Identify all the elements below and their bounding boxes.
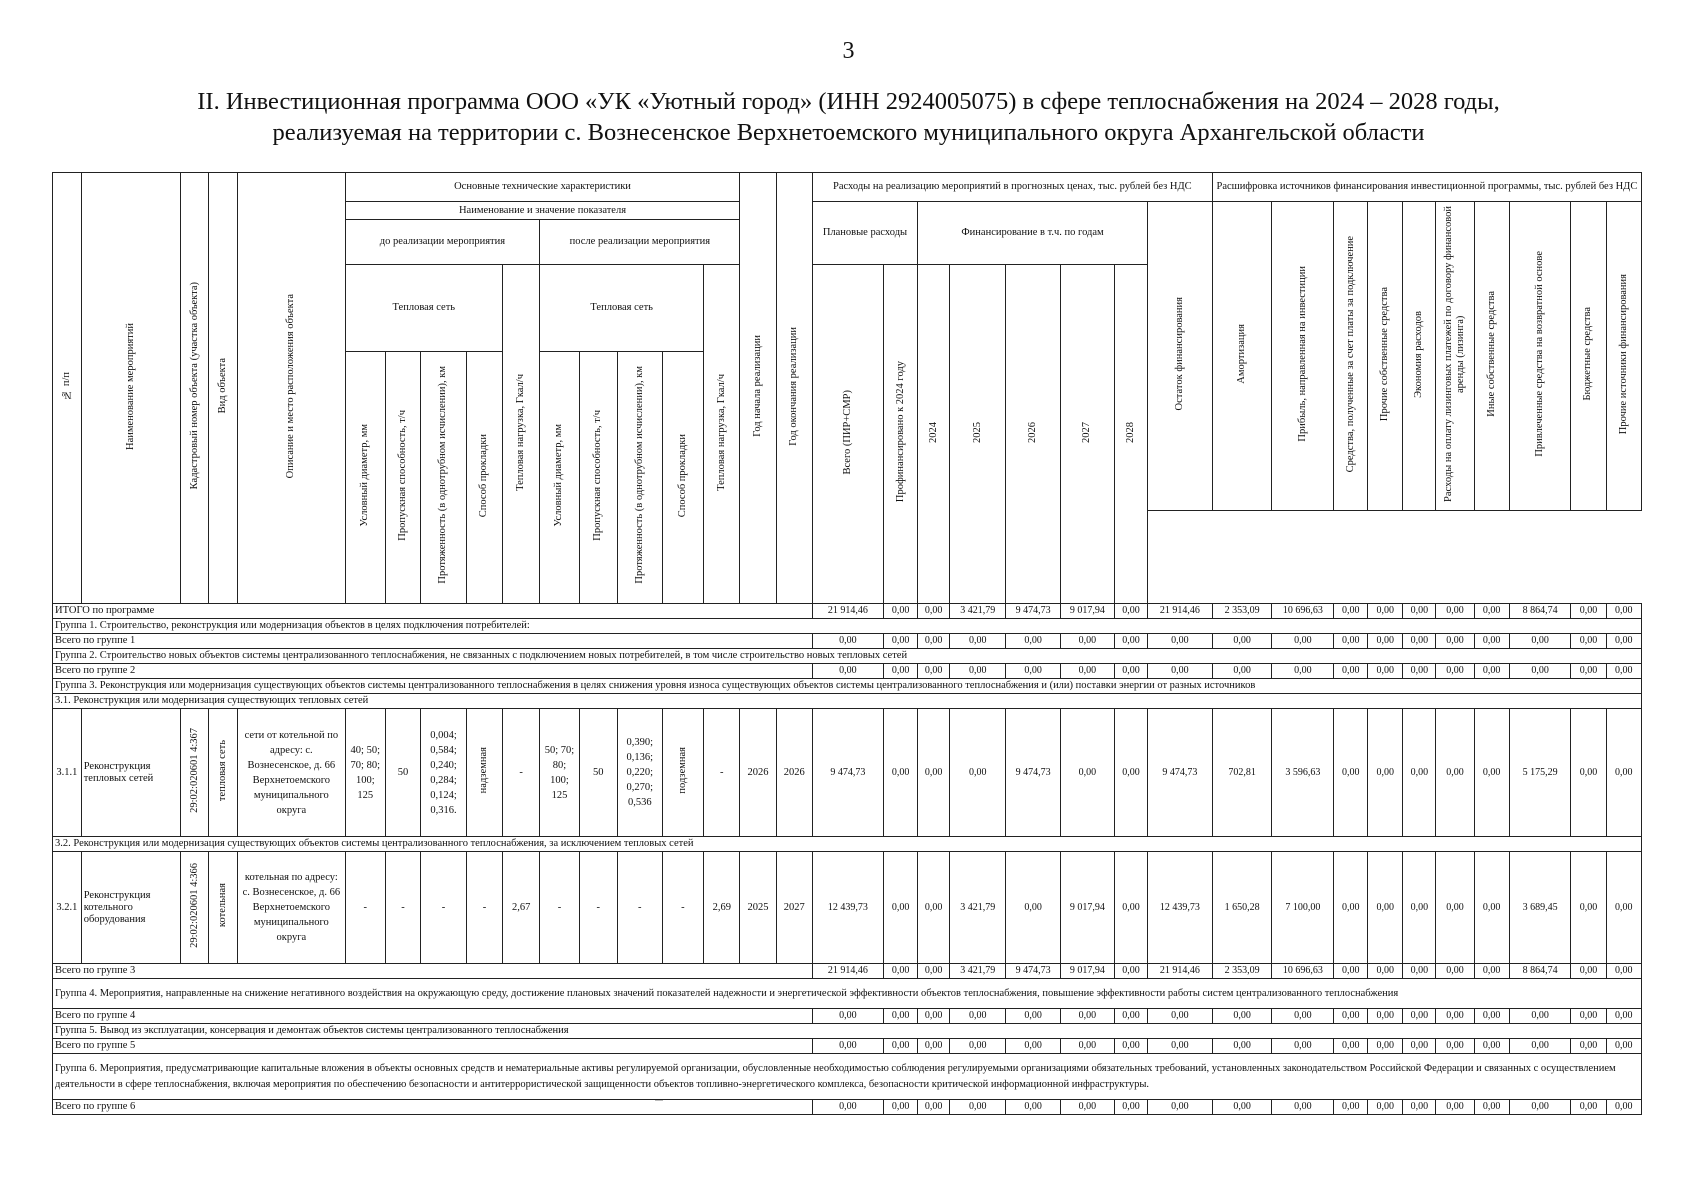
cell: 0,00 xyxy=(884,1009,918,1024)
cell: 0,00 xyxy=(1474,664,1509,679)
cell: 5 175,29 xyxy=(1509,709,1571,837)
cell: 0,00 xyxy=(1006,664,1060,679)
cell: 0,00 xyxy=(1571,634,1606,649)
cell: 0,00 xyxy=(1334,634,1368,649)
group-4-heading-row xyxy=(53,979,1642,1009)
item-load-before: - xyxy=(503,709,540,837)
cell: 0,00 xyxy=(1334,1039,1368,1054)
cell: 0,00 xyxy=(1368,964,1403,979)
cell: 0,00 xyxy=(1147,1009,1212,1024)
item-year-start: 2025 xyxy=(740,852,776,964)
cell: 8 864,74 xyxy=(1509,604,1571,619)
header-year-2024: 2024 xyxy=(918,265,950,604)
header-total-pir: Всего (ПИР+СМР) xyxy=(812,265,883,604)
cell: 0,00 xyxy=(1368,1009,1403,1024)
cell: 0,00 xyxy=(1474,1100,1509,1115)
row-label: Всего по группе 4 xyxy=(53,1009,813,1024)
header-other-sources: Прочие источники финансирования xyxy=(1606,202,1641,511)
cell: 0,00 xyxy=(884,964,918,979)
cell: 0,00 xyxy=(1114,634,1147,649)
item-name: Реконструкция тепловых сетей xyxy=(81,709,180,837)
cell: 0,00 xyxy=(918,664,950,679)
item-load-before: 2,67 xyxy=(503,852,540,964)
cell: 0,00 xyxy=(1114,964,1147,979)
cell: 0,00 xyxy=(1060,664,1114,679)
cell: 0,00 xyxy=(1334,1100,1368,1115)
item-obj-type: котельная xyxy=(209,852,238,964)
cell: 0,00 xyxy=(884,1100,918,1115)
header-prefinanced: Профинансировано к 2024 году xyxy=(884,265,918,604)
group-heading: Группа 5. Вывод из эксплуатации, консервация и демонтаж объектов системы централизованного теплоснабжения xyxy=(53,1024,1642,1039)
cell: 0,00 xyxy=(1606,709,1641,837)
header-laying-before: Способ прокладки xyxy=(466,351,502,604)
cell: 9 474,73 xyxy=(1006,964,1060,979)
cell: 9 474,73 xyxy=(1147,709,1212,837)
item-capacity-before: - xyxy=(386,852,421,964)
cell: 0,00 xyxy=(1368,634,1403,649)
item-year-end: 2026 xyxy=(776,709,812,837)
header-savings: Экономия расходов xyxy=(1403,202,1436,511)
header-tech-chars: Основные технические характеристики xyxy=(345,173,740,202)
cell: 0,00 xyxy=(1060,1009,1114,1024)
cell: 0,00 xyxy=(812,1009,883,1024)
cell: 9 017,94 xyxy=(1060,852,1114,964)
cell: 0,00 xyxy=(1114,604,1147,619)
cell: 3 689,45 xyxy=(1509,852,1571,964)
cell: 0,00 xyxy=(1334,1009,1368,1024)
cell: 0,00 xyxy=(1436,664,1474,679)
cell: 0,00 xyxy=(1368,1039,1403,1054)
header-indicator: Наименование и значение показателя xyxy=(345,202,740,220)
cell: 0,00 xyxy=(918,964,950,979)
document-title xyxy=(0,86,1697,148)
cell: 0,00 xyxy=(1114,852,1147,964)
item-description: сети от котельной по адресу: с. Вознесенское, д. 66 Верхнетоемского муниципального округа xyxy=(238,709,345,837)
cell: 0,00 xyxy=(1474,634,1509,649)
header-planned: Плановые расходы xyxy=(812,202,917,265)
header-borrowed: Привлеченные средства на возвратной основе xyxy=(1509,202,1571,511)
cell: 0,00 xyxy=(1403,1009,1436,1024)
cell: 0,00 xyxy=(1509,1009,1571,1024)
item-3-1-1-row xyxy=(53,709,1642,837)
cell: 7 100,00 xyxy=(1272,852,1334,964)
cell: 0,00 xyxy=(1060,1039,1114,1054)
header-other-own2: Иные собственные средства xyxy=(1474,202,1509,511)
cell: 0,00 xyxy=(1509,1100,1571,1115)
header-name: Наименование мероприятий xyxy=(81,173,180,604)
cell: 0,00 xyxy=(1403,852,1436,964)
cell: 0,00 xyxy=(1006,1039,1060,1054)
cell: 0,00 xyxy=(1334,852,1368,964)
cell: 21 914,46 xyxy=(812,964,883,979)
cell: 8 864,74 xyxy=(1509,964,1571,979)
cell: 0,00 xyxy=(1606,852,1641,964)
row-label: Всего по группе 1 xyxy=(53,634,813,649)
cell: 0,00 xyxy=(1147,634,1212,649)
cell: 9 474,73 xyxy=(1006,709,1060,837)
cell: 702,81 xyxy=(1212,709,1272,837)
cell: 0,00 xyxy=(812,1100,883,1115)
cell: 9 474,73 xyxy=(1006,604,1060,619)
item-year-end: 2027 xyxy=(776,852,812,964)
cell: 0,00 xyxy=(1606,1039,1641,1054)
cell: 0,00 xyxy=(1509,634,1571,649)
cell: 0,00 xyxy=(1006,852,1060,964)
cell: 0,00 xyxy=(1436,604,1474,619)
header-heat-load-after: Тепловая нагрузка, Гкал/ч xyxy=(704,265,740,604)
cell: 0,00 xyxy=(812,664,883,679)
cell: 0,00 xyxy=(1571,964,1606,979)
cell: 0,00 xyxy=(1060,634,1114,649)
cell: 0,00 xyxy=(1060,1100,1114,1115)
group-3-heading-row xyxy=(53,679,1642,694)
cell: 12 439,73 xyxy=(1147,852,1212,964)
title-line-2: реализуемая на территории с. Вознесенское Верхнетоемского муниципального округа Архангельской области xyxy=(272,119,1425,146)
header-expenses: Расходы на реализацию мероприятий в прогнозных ценах, тыс. рублей без НДС xyxy=(812,173,1212,202)
cell: 0,00 xyxy=(1474,709,1509,837)
cell: 0,00 xyxy=(1403,964,1436,979)
item-diameter-before: - xyxy=(345,852,385,964)
header-diameter-after: Условный диаметр, мм xyxy=(540,351,579,604)
item-cadastral: 29:02:020601 4:366 xyxy=(180,852,209,964)
group-heading: Группа 3. Реконструкция или модернизация существующих объектов системы централизованного теплоснабжения в целях снижения уровня износа существующих объектов системы централизованного теплоснабжения и (или) поставки энергии от разных источников xyxy=(53,679,1642,694)
cell: 0,00 xyxy=(1368,709,1403,837)
row-label: Всего по группе 6 xyxy=(53,1100,813,1115)
header-budget: Бюджетные средства xyxy=(1571,202,1606,511)
item-laying-after: - xyxy=(662,852,704,964)
subgroup-3-2-heading-row xyxy=(53,837,1642,852)
cell: 0,00 xyxy=(1436,709,1474,837)
cell: 9 017,94 xyxy=(1060,964,1114,979)
item-cadastral: 29:02:020601 4:367 xyxy=(180,709,209,837)
cell: 0,00 xyxy=(1474,964,1509,979)
item-laying-before: надземная xyxy=(466,709,502,837)
item-length-after: 0,390; 0,136; 0,220; 0,270; 0,536 xyxy=(617,709,662,837)
cell: 0,00 xyxy=(1334,604,1368,619)
cell: 0,00 xyxy=(1368,852,1403,964)
group-heading: Группа 4. Мероприятия, направленные на снижение негативного воздействия на окружающую среду, достижение плановых значений показателей надежности и энергетической эффективности объектов теплоснабжения, повышение эффективности работы систем централизованного теплоснабжения xyxy=(53,979,1642,1009)
cell: 0,00 xyxy=(918,1009,950,1024)
cell: 0,00 xyxy=(918,1100,950,1115)
cell: 0,00 xyxy=(918,604,950,619)
investment-program-table xyxy=(52,172,1642,1115)
header-heat-load-before: Тепловая нагрузка, Гкал/ч xyxy=(503,265,540,604)
header-laying-after: Способ прокладки xyxy=(662,351,704,604)
row-label: ИТОГО по программе xyxy=(53,604,813,619)
group-6-heading-row xyxy=(53,1054,1642,1100)
cell: 10 696,63 xyxy=(1272,964,1334,979)
header-length-before: Протяженность (в однотрубном исчислении), км xyxy=(421,351,467,604)
cell: 21 914,46 xyxy=(812,604,883,619)
group-heading: Группа 1. Строительство, реконструкция или модернизация объектов в целях подключения потребителей: xyxy=(53,619,1642,634)
header-heat-net-before: Тепловая сеть xyxy=(345,265,502,352)
cell: 0,00 xyxy=(1474,1039,1509,1054)
cell: 0,00 xyxy=(1272,1039,1334,1054)
cell: 0,00 xyxy=(1368,664,1403,679)
header-other-own: Прочие собственные средства xyxy=(1368,202,1403,511)
cell: 0,00 xyxy=(1272,1100,1334,1115)
cell: 0,00 xyxy=(1571,852,1606,964)
cell: 0,00 xyxy=(1571,1009,1606,1024)
cell: 3 596,63 xyxy=(1272,709,1334,837)
cell: 21 914,46 xyxy=(1147,964,1212,979)
cell: 0,00 xyxy=(1571,664,1606,679)
header-profit: Прибыль, направленная на инвестиции xyxy=(1272,202,1334,511)
cell: 0,00 xyxy=(950,709,1006,837)
row-label: Всего по группе 3 xyxy=(53,964,813,979)
header-sources: Расшифровка источников финансирования инвестиционной программы, тыс. рублей без НДС xyxy=(1212,173,1641,202)
subgroup-3-1-heading-row xyxy=(53,694,1642,709)
header-length-after: Протяженность (в однотрубном исчислении), км xyxy=(617,351,662,604)
cell: 0,00 xyxy=(1571,1100,1606,1115)
cell: 0,00 xyxy=(884,852,918,964)
cell: 0,00 xyxy=(812,1039,883,1054)
group-1-heading-row xyxy=(53,619,1642,634)
header-connection-fees: Средства, полученные за счет платы за подключение xyxy=(1334,202,1368,511)
item-laying-after: подземная xyxy=(662,709,704,837)
item-diameter-before: 40; 50; 70; 80; 100; 125 xyxy=(345,709,385,837)
cell: 0,00 xyxy=(1272,1009,1334,1024)
item-capacity-after: - xyxy=(579,852,617,964)
group-heading: Группа 2. Строительство новых объектов системы централизованного теплоснабжения, не связанных с подключением новых потребителей, в том числе строительство новых тепловых сетей xyxy=(53,649,1642,664)
item-npp: 3.1.1 xyxy=(53,709,82,837)
row-label: Всего по группе 5 xyxy=(53,1039,813,1054)
row-label: Всего по группе 2 xyxy=(53,664,813,679)
cell: 0,00 xyxy=(950,1100,1006,1115)
cell: 0,00 xyxy=(918,709,950,837)
cell: 0,00 xyxy=(812,634,883,649)
cell: 0,00 xyxy=(1147,664,1212,679)
cell: 0,00 xyxy=(1006,1009,1060,1024)
header-leasing: Расходы на оплату лизинговых платежей по договору финансовой аренды (лизинга) xyxy=(1436,202,1474,511)
item-length-before: 0,004; 0,584; 0,240; 0,284; 0,124; 0,316. xyxy=(421,709,467,837)
header-year-2026: 2026 xyxy=(1006,265,1060,604)
cell: 0,00 xyxy=(1606,604,1641,619)
cell: 0,00 xyxy=(1212,634,1272,649)
cell: 0,00 xyxy=(1436,1100,1474,1115)
cell: 0,00 xyxy=(1436,852,1474,964)
group-1-total-row xyxy=(53,634,1642,649)
cell: 0,00 xyxy=(884,634,918,649)
cell: 0,00 xyxy=(1114,1100,1147,1115)
cell: 0,00 xyxy=(1403,709,1436,837)
subgroup-heading: 3.2. Реконструкция или модернизация существующих объектов системы централизованного теплоснабжения, за исключением тепловых сетей xyxy=(53,837,1642,852)
cell: 0,00 xyxy=(884,1039,918,1054)
cell: 0,00 xyxy=(1606,964,1641,979)
cell: 9 474,73 xyxy=(812,709,883,837)
cell: 0,00 xyxy=(1606,1100,1641,1115)
cell: 2 353,09 xyxy=(1212,964,1272,979)
item-capacity-after: 50 xyxy=(579,709,617,837)
cell: 0,00 xyxy=(1474,852,1509,964)
header-year-2025: 2025 xyxy=(950,265,1006,604)
cell: 3 421,79 xyxy=(950,604,1006,619)
cell: 0,00 xyxy=(950,1009,1006,1024)
cell: 0,00 xyxy=(950,664,1006,679)
group-6-total-row xyxy=(53,1100,1642,1115)
cell: 0,00 xyxy=(1436,634,1474,649)
header-remaining: Остаток финансирования xyxy=(1147,202,1212,511)
cell: 0,00 xyxy=(918,634,950,649)
cell: 0,00 xyxy=(1403,664,1436,679)
cell: 0,00 xyxy=(884,709,918,837)
total-program-row xyxy=(53,604,1642,619)
cell: 3 421,79 xyxy=(950,852,1006,964)
cell: 0,00 xyxy=(1606,664,1641,679)
cell: 2 353,09 xyxy=(1212,604,1272,619)
cell: 0,00 xyxy=(1212,1009,1272,1024)
cell: 0,00 xyxy=(1436,1009,1474,1024)
item-description: котельная по адресу: с. Вознесенское, д. 66 Верхнетоемского муниципального округа xyxy=(238,852,345,964)
cell: 0,00 xyxy=(1114,1039,1147,1054)
header-after: после реализации мероприятия xyxy=(540,220,740,265)
cell: 0,00 xyxy=(1272,634,1334,649)
header-year-end: Год окончания реализации xyxy=(776,173,812,604)
header-capacity-before: Пропускная способность, т/ч xyxy=(386,351,421,604)
cell: 0,00 xyxy=(1571,604,1606,619)
cell: 9 017,94 xyxy=(1060,604,1114,619)
header-description: Описание и место расположения объекта xyxy=(238,173,345,604)
cell: 0,00 xyxy=(1272,664,1334,679)
cell: 0,00 xyxy=(1006,1100,1060,1115)
cell: 0,00 xyxy=(1368,604,1403,619)
item-laying-before: - xyxy=(466,852,502,964)
subgroup-heading: 3.1. Реконструкция или модернизация существующих тепловых сетей xyxy=(53,694,1642,709)
cell: 0,00 xyxy=(1114,664,1147,679)
page-number: 3 xyxy=(842,38,855,64)
group-2-total-row xyxy=(53,664,1642,679)
group-heading: Группа 6. Мероприятия, предусматривающие капитальные вложения в объекты основных средств и нематериальные активы регулируемой организации, обусловленные необходимостью соблюдения регулируемыми организациями обязательных требований, установленных законодательством Российской Федерации и связанных с осуществлением деятельности в сфере теплоснабжения, включая мероприятия по обеспечению безопасности и антитеррористической защищенности объектов топливно-энергетического комплекса, безопасности критической информационной инфраструктуры. xyxy=(53,1054,1642,1100)
cell: 0,00 xyxy=(1334,709,1368,837)
header-year-start: Год начала реализации xyxy=(740,173,776,604)
cell: 0,00 xyxy=(1334,664,1368,679)
cell: 0,00 xyxy=(1147,1039,1212,1054)
cell: 10 696,63 xyxy=(1272,604,1334,619)
title-line-1: II. Инвестиционная программа ООО «УК «Уютный город» (ИНН 2924005075) в сфере теплоснабжения на 2024 – 2028 годы, xyxy=(197,88,1500,115)
cell: 0,00 xyxy=(1114,1009,1147,1024)
header-cadastral: Кадастровый номер объекта (участка объекта) xyxy=(180,173,209,604)
header-year-2027: 2027 xyxy=(1060,265,1114,604)
cell: 0,00 xyxy=(1368,1100,1403,1115)
item-diameter-after: 50; 70; 80; 100; 125 xyxy=(540,709,579,837)
cell: 0,00 xyxy=(1006,634,1060,649)
cell: 0,00 xyxy=(950,1039,1006,1054)
item-load-after: - xyxy=(704,709,740,837)
cell: 0,00 xyxy=(1212,664,1272,679)
group-5-total-row xyxy=(53,1039,1642,1054)
cell: 12 439,73 xyxy=(812,852,883,964)
cell: 0,00 xyxy=(1403,1039,1436,1054)
cell: 0,00 xyxy=(1403,604,1436,619)
cell: 0,00 xyxy=(918,1039,950,1054)
cell: 0,00 xyxy=(1474,1009,1509,1024)
header-obj-type: Вид объекта xyxy=(209,173,238,604)
cell: 0,00 xyxy=(1060,709,1114,837)
cell: 0,00 xyxy=(1474,604,1509,619)
cell: 0,00 xyxy=(884,604,918,619)
item-year-start: 2026 xyxy=(740,709,776,837)
cell: 0,00 xyxy=(918,852,950,964)
group-2-heading-row xyxy=(53,649,1642,664)
cell: 0,00 xyxy=(1509,664,1571,679)
cell: 21 914,46 xyxy=(1147,604,1212,619)
cell: 0,00 xyxy=(1606,1009,1641,1024)
cell: 0,00 xyxy=(1436,964,1474,979)
header-year-2028: 2028 xyxy=(1114,265,1147,604)
item-3-2-1-row xyxy=(53,852,1642,964)
cell: 0,00 xyxy=(1147,1100,1212,1115)
cell: 3 421,79 xyxy=(950,964,1006,979)
item-npp: 3.2.1 xyxy=(53,852,82,964)
item-name: Реконструкция котельного оборудования xyxy=(81,852,180,964)
header-amortization: Амортизация xyxy=(1212,202,1272,511)
header-financing-years: Финансирование в т.ч. по годам xyxy=(918,202,1148,265)
cell: 0,00 xyxy=(1403,1100,1436,1115)
header-heat-net-after: Тепловая сеть xyxy=(540,265,704,352)
cell: 0,00 xyxy=(1606,634,1641,649)
group-3-total-row xyxy=(53,964,1642,979)
header-before: до реализации мероприятия xyxy=(345,220,540,265)
cell: 0,00 xyxy=(1403,634,1436,649)
cell: 0,00 xyxy=(1436,1039,1474,1054)
group-5-heading-row xyxy=(53,1024,1642,1039)
item-diameter-after: - xyxy=(540,852,579,964)
item-obj-type: тепловая сеть xyxy=(209,709,238,837)
cell: 0,00 xyxy=(1114,709,1147,837)
scan-mark xyxy=(655,1100,663,1101)
group-4-total-row xyxy=(53,1009,1642,1024)
cell: 0,00 xyxy=(1212,1100,1272,1115)
cell: 0,00 xyxy=(1571,709,1606,837)
item-capacity-before: 50 xyxy=(386,709,421,837)
cell: 0,00 xyxy=(1571,1039,1606,1054)
cell: 0,00 xyxy=(1212,1039,1272,1054)
cell: 0,00 xyxy=(950,634,1006,649)
cell: 1 650,28 xyxy=(1212,852,1272,964)
header-capacity-after: Пропускная способность, т/ч xyxy=(579,351,617,604)
cell: 0,00 xyxy=(1509,1039,1571,1054)
cell: 0,00 xyxy=(1334,964,1368,979)
cell: 0,00 xyxy=(884,664,918,679)
item-length-after: - xyxy=(617,852,662,964)
item-load-after: 2,69 xyxy=(704,852,740,964)
item-length-before: - xyxy=(421,852,467,964)
header-diameter-before: Условный диаметр, мм xyxy=(345,351,385,604)
header-npp: № п/п xyxy=(53,173,82,604)
